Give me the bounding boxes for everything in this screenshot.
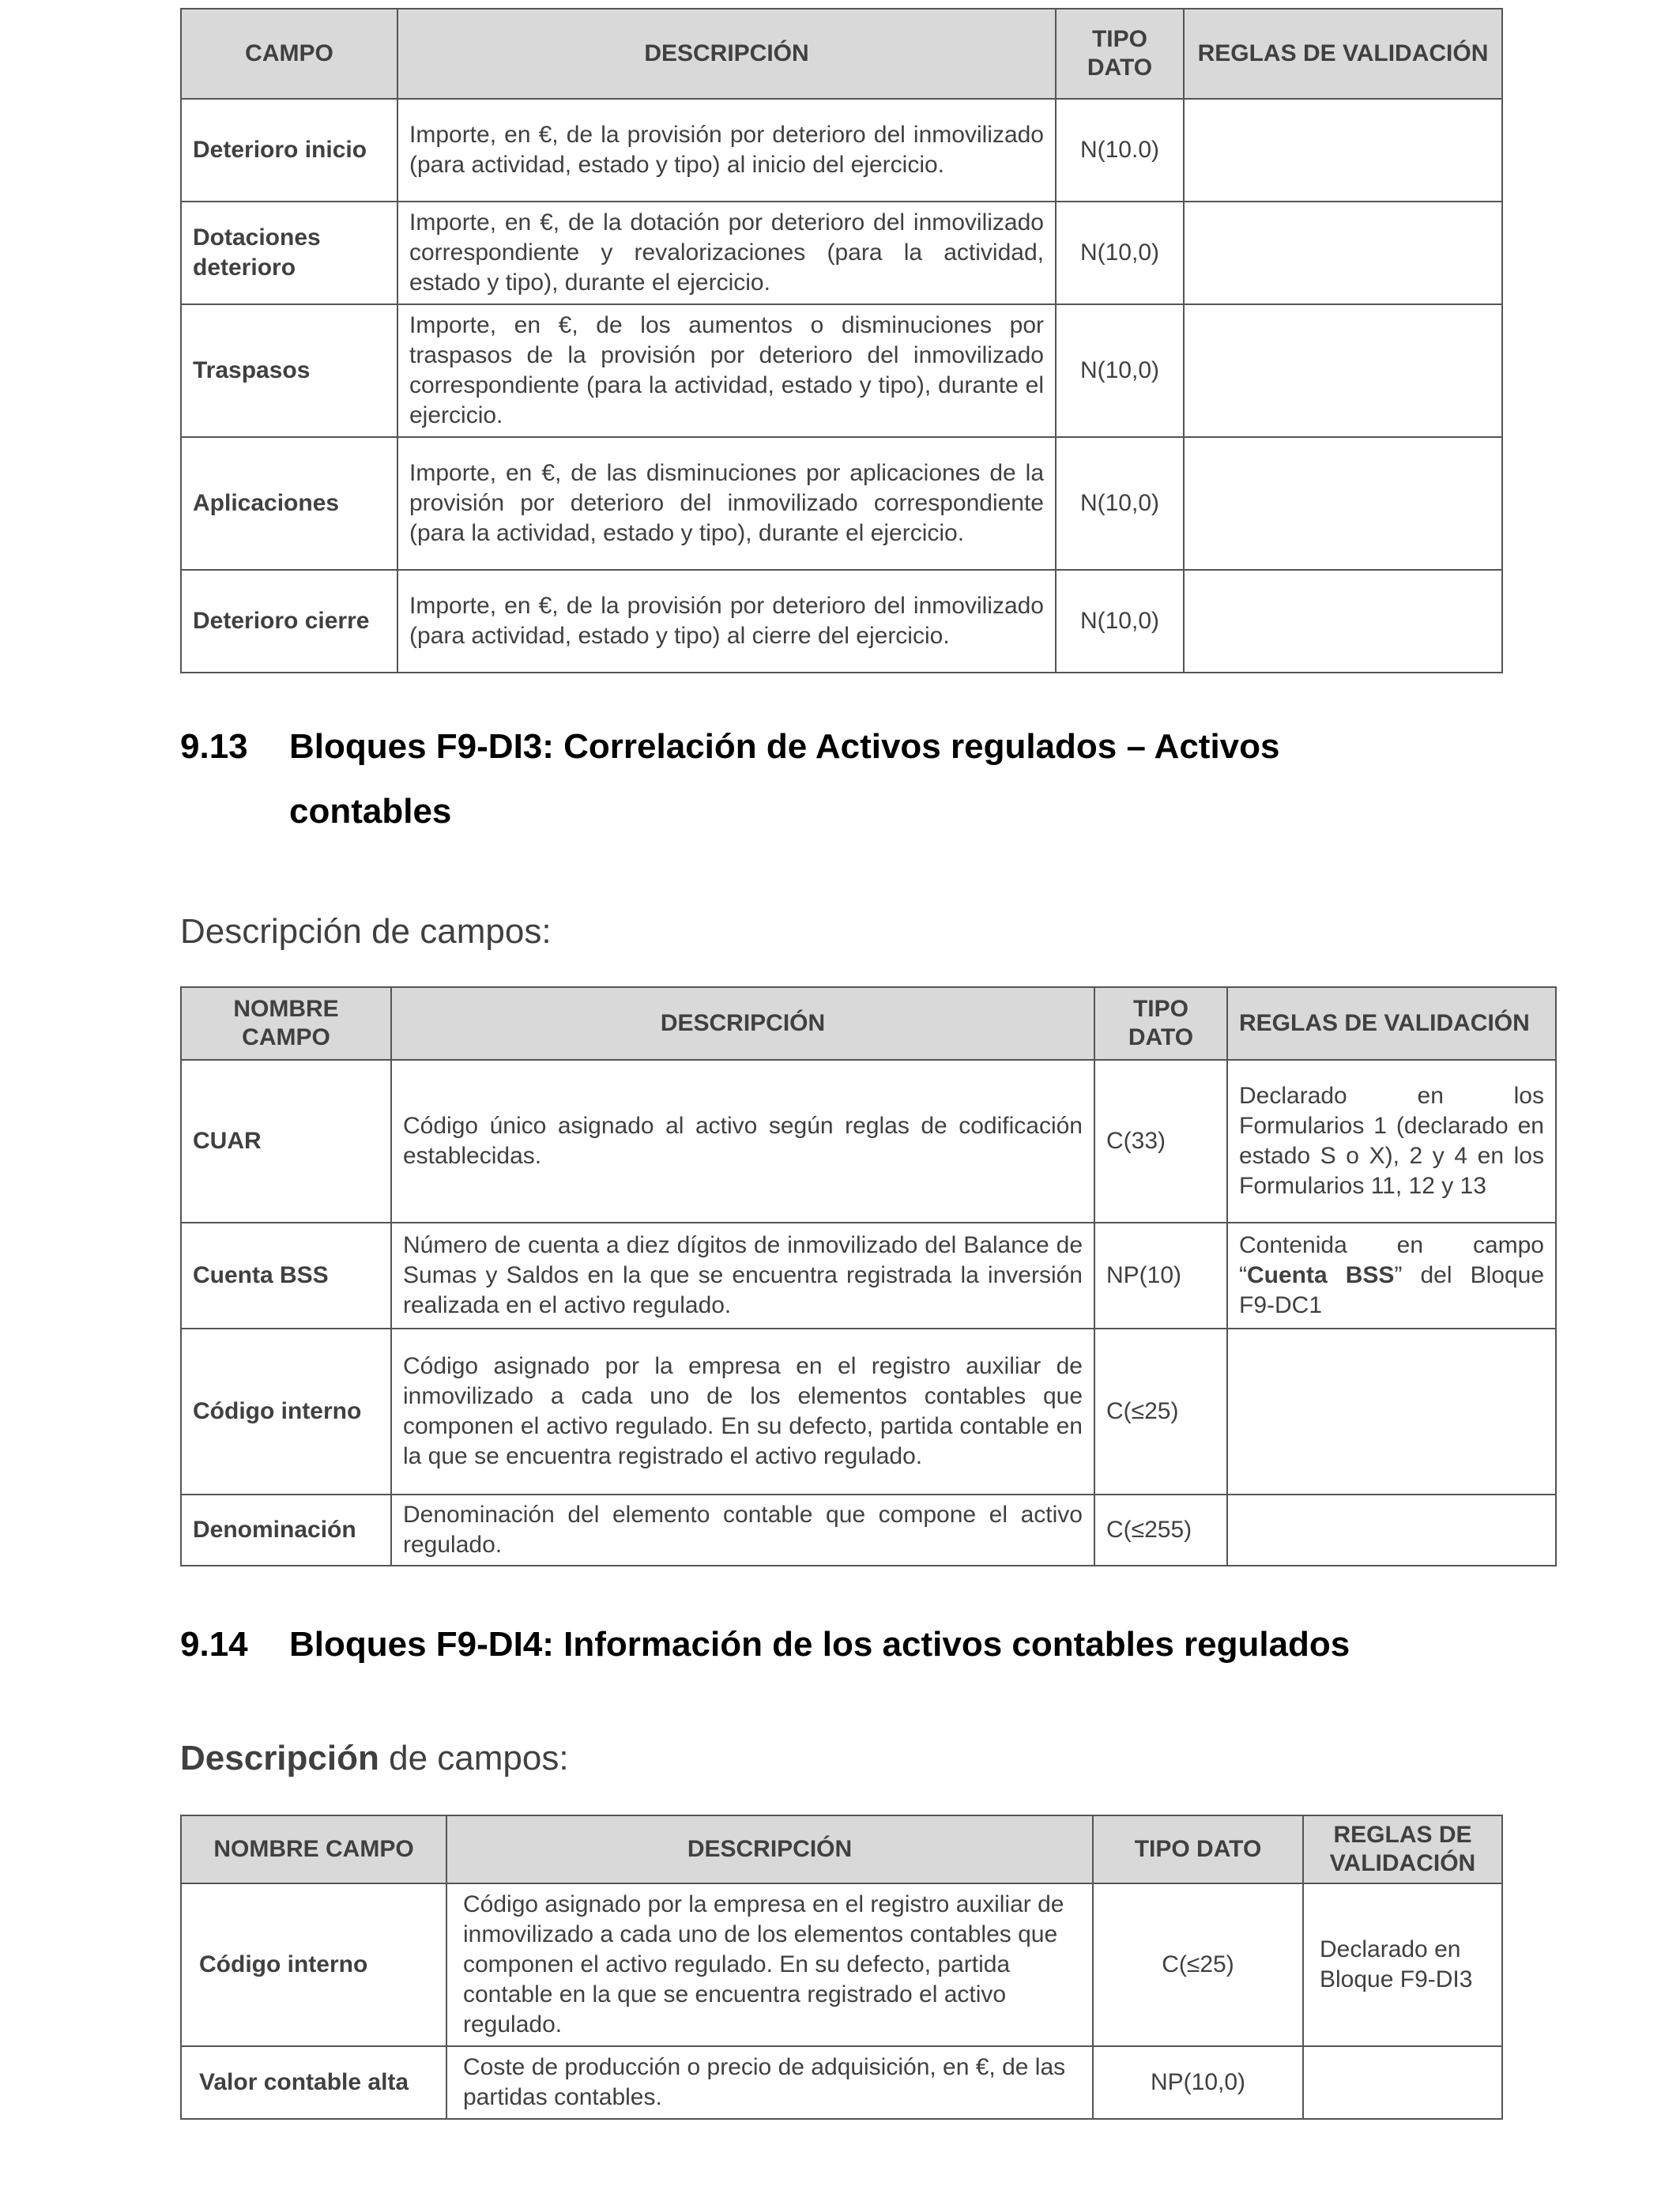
field-description: Código único asignado al activo según reglas de codificación establecidas. (391, 1060, 1094, 1223)
field-type: N(10,0) (1056, 202, 1184, 304)
field-rules (1227, 1329, 1556, 1495)
field-description: Código asignado por la empresa en el registro auxiliar de inmovilizado a cada uno de los elementos contables que componen el activo regulado. En su defecto, partida contable en la que se encuentra registrado el activo regulado. (446, 1883, 1093, 2046)
header-campo: CAMPO (181, 9, 397, 99)
field-rules (1227, 1223, 1556, 1329)
field-name: Dotaciones deterioro (181, 202, 397, 304)
section-913-subheading: Descripción de campos: (180, 912, 552, 951)
field-rules (1184, 99, 1502, 202)
field-description: Importe, en €, de las disminuciones por aplicaciones de la provisión por deterioro del inmovilizado correspondiente (para la actividad, estado y tipo), durante el ejercicio. (397, 437, 1056, 570)
field-type: C(≤255) (1094, 1495, 1227, 1566)
table-row (181, 1060, 1556, 1223)
field-rules: Declarado en Bloque F9-DI3 (1303, 1883, 1502, 2046)
field-description: Coste de producción o precio de adquisición, en €, de las partidas contables. (446, 2046, 1093, 2119)
rules-field-ref: Cuenta BSS (1247, 1262, 1395, 1288)
section-title: Bloques F9-DI4: Información de los activos contables regulados (289, 1625, 1350, 1664)
section-title: Bloques F9-DI3: Correlación de Activos regulados – Activos (289, 727, 1280, 766)
section-913-heading-cont (289, 779, 451, 844)
correlation-fields-table (180, 986, 1557, 1566)
field-description: Importe, en €, de la provisión por deterioro del inmovilizado (para actividad, estado y tipo) al inicio del ejercicio. (397, 99, 1056, 202)
table-header-row (181, 1815, 1502, 1883)
field-description: Importe, en €, de la dotación por deterioro del inmovilizado correspondiente y revalorizaciones (para la actividad, estado y tipo), durante el ejercicio. (397, 202, 1056, 304)
field-rules (1184, 304, 1502, 437)
field-type: N(10,0) (1056, 570, 1184, 673)
field-type: N(10.0) (1056, 99, 1184, 202)
header-tipo-dato: TIPO DATO (1093, 1815, 1303, 1883)
header-descripcion: DESCRIPCIÓN (446, 1815, 1093, 1883)
table-row (181, 2046, 1502, 2119)
field-description: Importe, en €, de los aumentos o disminuciones por traspasos de la provisión por deterioro del inmovilizado correspondiente (para la actividad, estado y tipo), durante el ejercicio. (397, 304, 1056, 437)
field-rules (1227, 1495, 1556, 1566)
field-name: Aplicaciones (181, 437, 397, 570)
header-reglas: REGLAS DE VALIDACIÓN (1184, 9, 1502, 99)
field-name: Deterioro cierre (181, 570, 397, 673)
field-type: NP(10,0) (1093, 2046, 1303, 2119)
field-name: Código interno (181, 1329, 391, 1495)
field-name: Denominación (181, 1495, 391, 1566)
field-rules (1184, 202, 1502, 304)
regulated-assets-table (180, 1815, 1503, 2120)
field-type: N(10,0) (1056, 437, 1184, 570)
header-reglas: REGLAS DE VALIDACIÓN (1227, 987, 1556, 1060)
table-row (181, 1883, 1502, 2046)
field-rules (1184, 570, 1502, 673)
field-description: Importe, en €, de la provisión por deterioro del inmovilizado (para actividad, estado y tipo) al cierre del ejercicio. (397, 570, 1056, 673)
table-row (181, 1223, 1556, 1329)
table-header-row (181, 9, 1502, 99)
field-name: Traspasos (181, 304, 397, 437)
rules-suffix: ” del Bloque F9-DC1 (1239, 1262, 1545, 1318)
field-description: Número de cuenta a diez dígitos de inmovilizado del Balance de Sumas y Saldos en la que se encuentra registrada la inversión realizada en el activo regulado. (391, 1223, 1094, 1329)
field-description: Código asignado por la empresa en el registro auxiliar de inmovilizado a cada uno de los elementos contables que componen el activo regulado. En su defecto, partida contable en la que se encuentra registrado el activo regulado. (391, 1329, 1094, 1495)
header-reglas: REGLAS DE VALIDACIÓN (1303, 1815, 1502, 1883)
field-type: C(≤25) (1094, 1329, 1227, 1495)
section-number: 9.13 (180, 727, 248, 766)
subheading-rest: de campos: (379, 1739, 569, 1777)
subheading-bold: Descripción (180, 1739, 379, 1777)
field-rules: Declarado en los Formularios 1 (declarado en estado S o X), 2 y 4 en los Formularios 11, 12 y 13 (1227, 1060, 1556, 1223)
correlation-table-viewport (180, 986, 1545, 1565)
table-row (181, 437, 1502, 570)
header-tipo-dato: TIPO DATO (1094, 987, 1227, 1060)
table-row (181, 1329, 1556, 1495)
header-descripcion: DESCRIPCIÓN (397, 9, 1056, 99)
section-title-cont: contables (289, 792, 452, 831)
header-nombre-campo: NOMBRE CAMPO (181, 987, 391, 1060)
field-name: Valor contable alta (181, 2046, 446, 2119)
field-type: C(≤25) (1093, 1883, 1303, 2046)
field-name: CUAR (181, 1060, 391, 1223)
table-row (181, 570, 1502, 673)
section-913-heading (180, 714, 1279, 779)
field-rules (1303, 2046, 1502, 2119)
field-type: NP(10) (1094, 1223, 1227, 1329)
table-row (181, 99, 1502, 202)
rules-prefix: Contenida en campo “ (1239, 1232, 1544, 1288)
field-type: N(10,0) (1056, 304, 1184, 437)
deterioro-fields-table (180, 8, 1503, 673)
table-row (181, 304, 1502, 437)
field-description: Denominación del elemento contable que compone el activo regulado. (391, 1495, 1094, 1566)
header-nombre-campo: NOMBRE CAMPO (181, 1815, 446, 1883)
table-header-row (181, 987, 1556, 1060)
table-row (181, 1495, 1556, 1566)
table-row (181, 202, 1502, 304)
section-914-subheading (180, 1739, 569, 1778)
field-rules (1184, 437, 1502, 570)
field-name: Deterioro inicio (181, 99, 397, 202)
section-number: 9.14 (180, 1625, 248, 1664)
field-name: Código interno (181, 1883, 446, 2046)
field-name: Cuenta BSS (181, 1223, 391, 1329)
section-914-heading (180, 1612, 1350, 1677)
header-tipo-dato: TIPO DATO (1056, 9, 1184, 99)
header-descripcion: DESCRIPCIÓN (391, 987, 1094, 1060)
field-type: C(33) (1094, 1060, 1227, 1223)
